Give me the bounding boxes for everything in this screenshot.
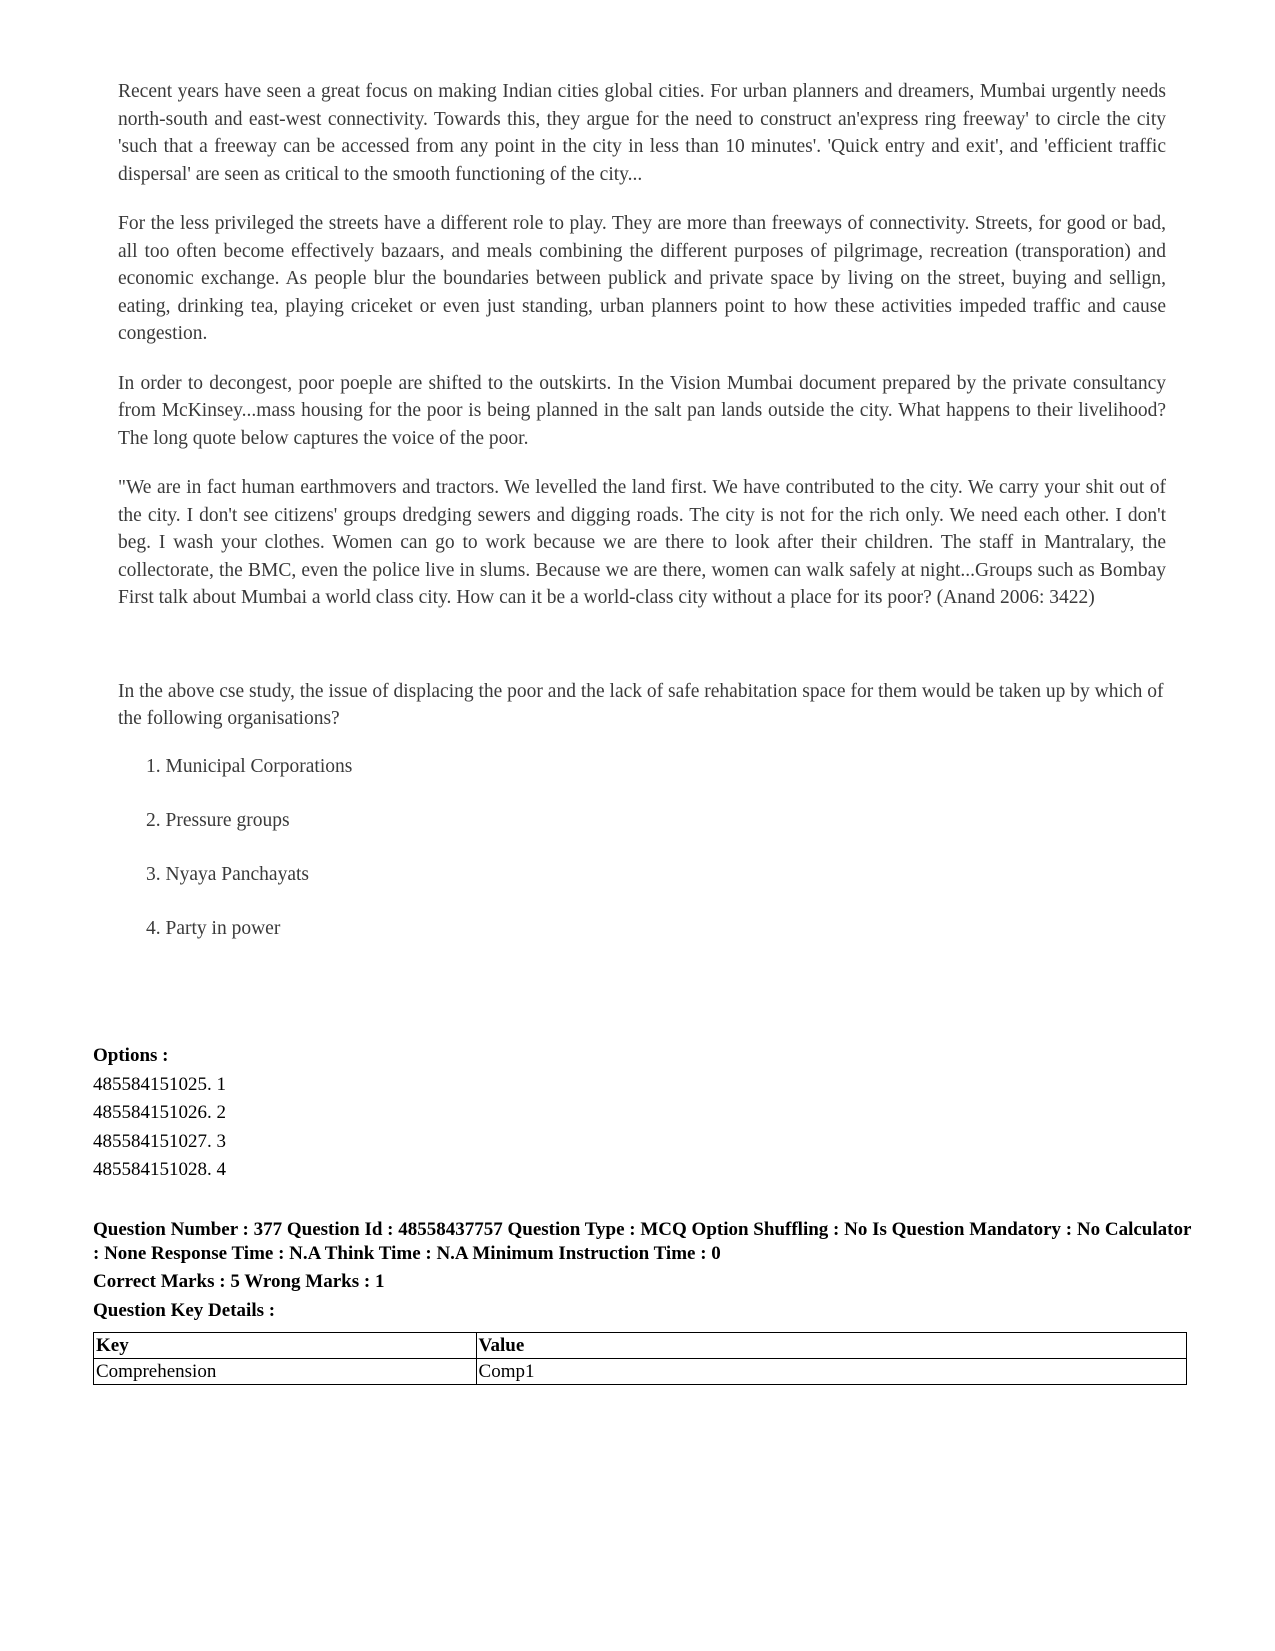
question-info-line: Question Number : 377 Question Id : 48558437757 Question Type : MCQ Option Shuffling : No Is Question Mandatory : No Calculator : None Response Time : N.A Think Time : N.A Minimum Instruction Time : 0 (93, 1219, 1192, 1264)
choice-item: 1. Municipal Corporations (146, 755, 353, 777)
marks-line: Correct Marks : 5 Wrong Marks : 1 (93, 1271, 385, 1292)
cell-key: Comprehension (94, 1359, 477, 1385)
question-meta (93, 1218, 1193, 1327)
option-item: 485584151025. 1 (93, 1073, 226, 1095)
option-item: 485584151026. 2 (93, 1102, 226, 1123)
header-value: Value (476, 1333, 1186, 1359)
option-item: 485584151027. 3 (93, 1130, 226, 1152)
key-details-table (93, 1332, 1187, 1385)
header-key: Key (94, 1333, 477, 1359)
options-heading: Options : (93, 1045, 169, 1066)
passage-paragraph-3: In order to decongest, poor poeple are shifted to the outskirts. In the Vision Mumbai document prepared by the private consultancy from McKinsey...mass housing for the poor is being planned in the salt pan lands outside the city. What happens to their livelihood? The long quote below captures the voice of the poor. (118, 372, 1166, 449)
passage-image (118, 78, 1166, 969)
question-text: In the above cse study, the issue of displacing the poor and the lack of safe rehabitation space for them would be taken up by which of the following organisations? (118, 680, 1164, 729)
table-row (94, 1359, 1187, 1385)
passage-quote: "We are in fact human earthmovers and tractors. We levelled the land first. We have contributed to the city. We carry your shit out of the city. I don't see citizens' groups dredging sewers and digging roads. The city is not for the rich only. We need each other. I don't beg. I wash your clothes. Women can go to work because we are there to look after their children. The staff in Mantralary, the collectorate, the BMC, even the police live in slums. Because we are there, women can walk safely at night...Groups such as Bombay First talk about Mumbai a world class city. How can it be a world-class city without a place for its poor? (Anand 2006: 3422) (118, 477, 1166, 608)
cell-value: Comp1 (476, 1359, 1186, 1385)
option-item: 485584151028. 4 (93, 1159, 226, 1180)
key-details-heading: Question Key Details : (93, 1299, 276, 1321)
options-block (93, 1042, 1193, 1185)
table-header-row (94, 1333, 1187, 1359)
passage-paragraph-1: Recent years have seen a great focus on making Indian cities global cities. For urban planners and dreamers, Mumbai urgently needs north-south and east-west connectivity. Towards this, they argue for the need to construct an'express ring freeway' to circle the city 'such that a freeway can be accessed from any point in the city in less than 10 minutes'. 'Quick entry and exit', and 'efficient traffic dispersal' are seen as critical to the smooth functioning of the city... (118, 81, 1166, 185)
passage-paragraph-2: For the less privileged the streets have a different role to play. They are more than freeways of connectivity. Streets, for good or bad, all too often become effectively bazaars, and meals combining the different purposes of pilgrimage, recreation (transporation) and economic exchange. As people blur the boundaries between publick and private space by living on the street, buying and sellign, eating, drinking tea, playing criceket or even just standing, urban planners point to how these activities impeded traffic and cause congestion. (118, 213, 1166, 344)
choice-item: 2. Pressure groups (146, 809, 290, 831)
question-choices (118, 753, 1166, 969)
choice-item: 3. Nyaya Panchayats (146, 863, 309, 885)
choice-item: 4. Party in power (146, 917, 281, 939)
